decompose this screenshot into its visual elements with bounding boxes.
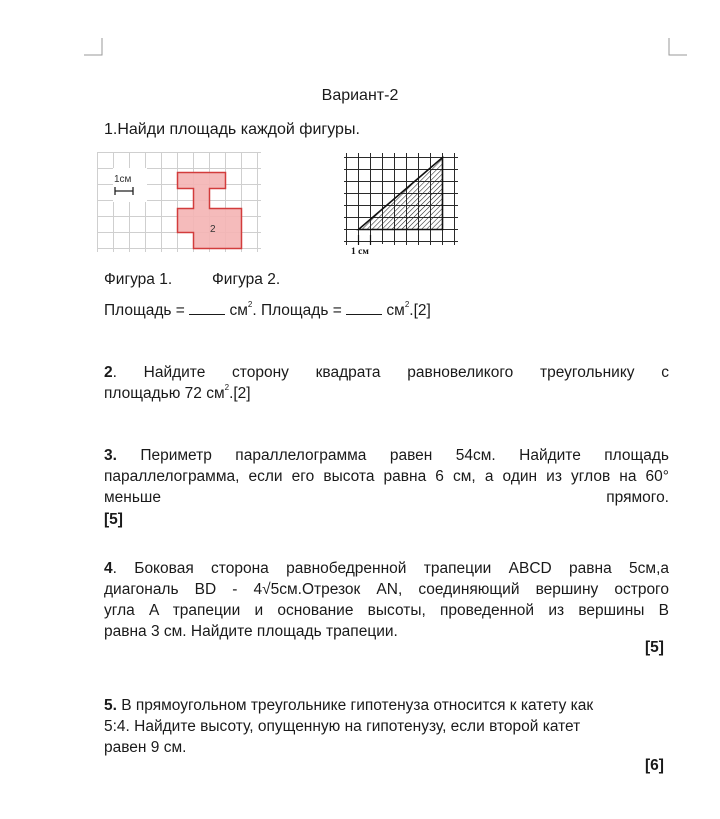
figure-1-shape-label: 2 [210, 224, 216, 235]
q2-line-1 [104, 362, 669, 383]
figure-2-scale-label: 1 см [351, 247, 369, 257]
q2-line-2 [104, 383, 251, 404]
q5-points: [6] [645, 757, 664, 774]
area-2-blank[interactable] [346, 302, 382, 315]
q4-line-1 [104, 558, 669, 579]
top-right-corner-mark [668, 38, 688, 58]
figure-1-scale-label: 1см [114, 174, 132, 185]
q3-line-2: параллелограмма, если его высота равна 6 см, а один из углов на 60° [104, 468, 669, 485]
q3-number: 3. [104, 447, 117, 464]
q4-line-2: диагональ BD - 4√5см.Отрезок AN, соединяющий вершину острого [104, 581, 669, 598]
figure-1-shape [178, 173, 242, 249]
q2-line-1-text: . Найдите сторону квадрата равновеликого треугольнику с [112, 364, 669, 381]
q4-line-3: угла A трапеции и основание высоты, проведенной из вершины B [104, 602, 669, 619]
area-1-blank[interactable] [189, 302, 225, 315]
area-1-label: Площадь = [104, 302, 185, 319]
q3-line-3: меньше прямого. [104, 489, 669, 506]
q2-line-2-text: площадью 72 см [104, 385, 225, 402]
q1-points: .[2] [409, 302, 431, 319]
variant-title: Вариант-2 [321, 87, 399, 104]
figure-2-grid [344, 153, 460, 257]
area-2-unit: см [386, 302, 405, 319]
q2-points: .[2] [229, 385, 251, 402]
q4-line-4: равна 3 см. Найдите площадь трапеции. [104, 623, 398, 640]
q5-line-2: 5:4. Найдите высоту, опущенную на гипотенузу, если второй катет [104, 718, 581, 735]
q5-line-3: равен 9 см. [104, 739, 187, 756]
q4-line-1-text: . Боковая сторона равнобедренной трапеции ABCD равна 5см,а [112, 560, 669, 577]
area-1-unit: см [229, 302, 248, 319]
q3-points: [5] [104, 511, 123, 528]
q3-line-1-text: Периметр параллелограмма равен 54см. Найдите площадь [116, 447, 669, 464]
q5-line-1-text: В прямоугольном треугольнике гипотенуза относится к катету как [116, 697, 594, 714]
figure-1-grid [97, 152, 261, 252]
area-2-exponent: 2 [404, 300, 410, 309]
q1-answer-line [104, 300, 431, 321]
q5-number: 5. [104, 697, 117, 714]
q4-points: [5] [645, 639, 664, 656]
q4-number: 4 [104, 560, 113, 577]
q2-number: 2 [104, 364, 113, 381]
q1-prompt: 1.Найди площадь каждой фигуры. [104, 121, 360, 138]
figure-1-caption: Фигура 1. [104, 271, 173, 288]
area-1-exponent: 2 [247, 300, 253, 309]
q5-line-1 [104, 695, 593, 716]
q2-exponent: 2 [224, 383, 230, 392]
area-2-label: . Площадь = [252, 302, 342, 319]
q3-line-1 [104, 445, 669, 466]
top-left-corner-mark [84, 38, 104, 58]
figure-2-caption: Фигура 2. [212, 271, 281, 288]
